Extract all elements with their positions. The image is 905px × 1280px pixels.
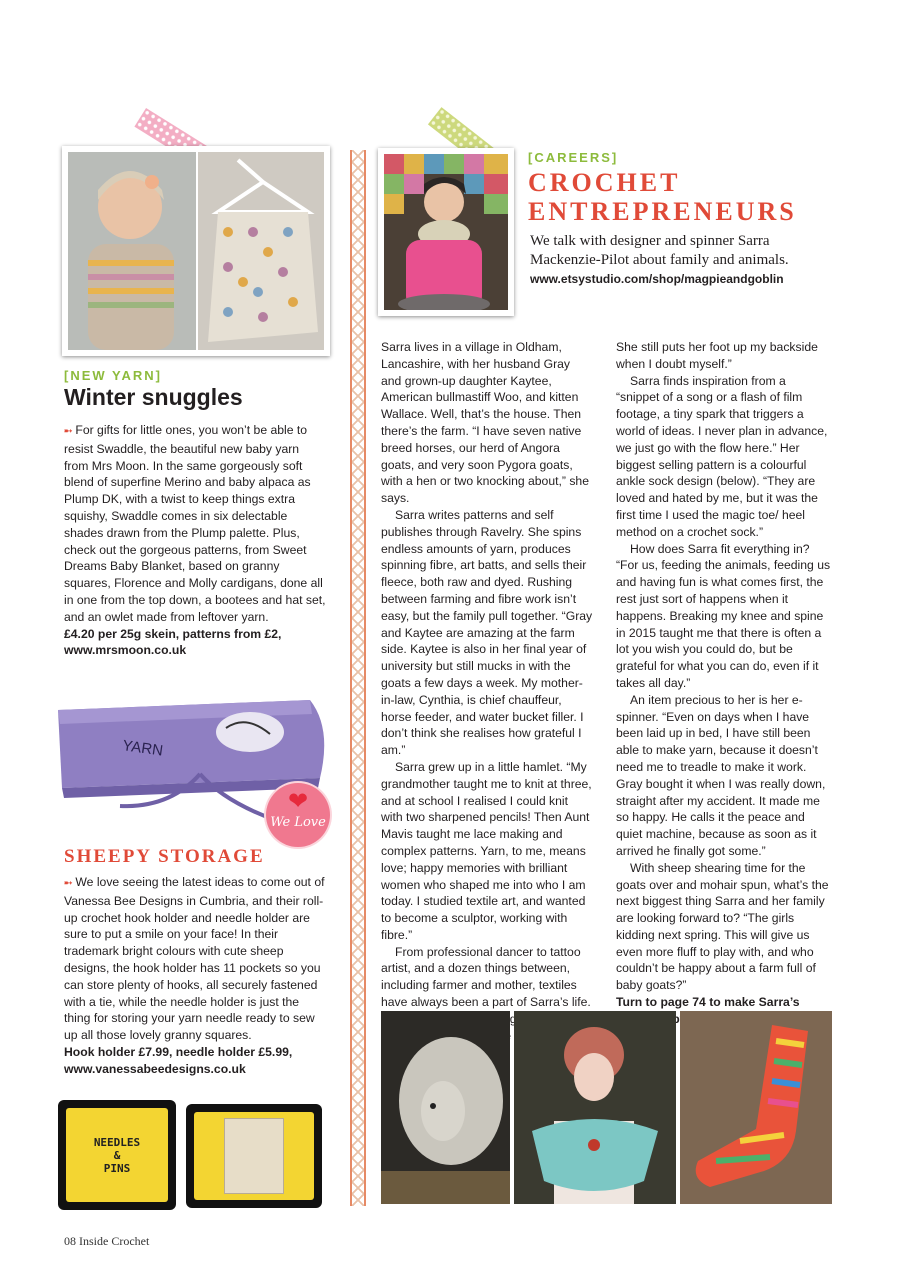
careers-url[interactable]: www.etsystudio.com/shop/magpieandgoblin	[530, 272, 784, 286]
article-paragraph: Sarra lives in a village in Oldham, Lancashire, with her husband Gray and grown-up daughter Kaytee, American bullmastiff Woo, and kitten Wallace. Well, that’s the house. Then there’s the farm. “I have seven native breed horses, our herd of Angora goats, and very soon Pygora goats, with a hen or two knocking about,” she says.	[381, 340, 589, 506]
new-yarn-kicker: [NEW YARN]	[64, 368, 163, 383]
we-love-badge	[266, 783, 330, 847]
shawl-model-illustration	[514, 1011, 676, 1204]
needle-case-closed	[58, 1100, 176, 1210]
article-column-1	[381, 339, 593, 1044]
sheepy-url[interactable]: www.vanessabeedesigns.co.uk	[64, 1061, 246, 1076]
portrait-illustration	[384, 154, 508, 310]
careers-standfirst: We talk with designer and spinner Sarra Mackenzie-Pilot about family and animals.	[530, 233, 789, 268]
article-paragraph: Sarra grew up in a little hamlet. “My grandmother taught me to knit at three, and at school I realised I could knit with two sharpened pencils! Then Aunt Mavis taught me lace making and complex patterns. Yarn, to me, means love; happy memories with brilliant women who shaped me into who I am today. I studied textile art, and wanted to become a sculptor, working with fibre.”	[381, 759, 592, 942]
sock-illustration	[680, 1011, 832, 1204]
arrow-bullet-icon: ➸	[64, 878, 73, 889]
article-paragraph: She still puts her foot up my backside when I doubt myself.”	[616, 340, 818, 371]
article-column-2	[616, 339, 832, 1028]
careers-kicker: [CAREERS]	[528, 150, 619, 165]
careers-title-line1: CROCHET	[528, 168, 681, 197]
needle-case-label-pins: PINS	[103, 1162, 131, 1175]
sheepy-body: We love seeing the latest ideas to come out of Vanessa Bee Designs in Cumbria, and their roll-up crochet hook holder and needle holder are sure to put a smile on your face! In their trademark bright colours with cute sheep designs, the hook holder has 11 pockets so you can store plenty of hooks, all securely fastened with a tie, while the needle holder is just the thing for storing your yarn needle ready to sew up all those lovely granny squares.	[64, 875, 325, 1043]
article-paragraph: Sarra finds inspiration from a “snippet of a song or a flash of film footage, a tiny spark that triggers a world of ideas. I never plan in advance, we just go with the flow here.” Her biggest selling pattern is a colourful ankle sock design (below). “They are loved and hated by me, but it was the first time I used the magic toe/ heel method on a crochet sock.”	[616, 373, 828, 539]
article-paragraph: With sheep shearing time for the goats over and mohair spun, what’s the next biggest thing Sarra and her family are looking forward to? “The girls kidding next spring. This will give us even more fluff to play with, and who couldn’t be happy about a farm full of baby goats?”	[616, 860, 829, 993]
needle-case-label: NEEDLES	[93, 1136, 141, 1149]
publication-name: Inside Crochet	[79, 1234, 150, 1248]
page-footer	[64, 1234, 149, 1249]
careers-title-line2: ENTREPRENEURS	[528, 197, 797, 226]
heart-icon: ❤	[287, 788, 309, 815]
arrow-bullet-icon: ➸	[64, 426, 73, 437]
article-paragraph: How does Sarra fit everything in? “For us, feeding the animals, feeding us and having fun is what comes first, the rest just sort of happens when it happens. Breaking my knee and spine in 2015 taught me that there is often a lot you wish you could do, but be grateful for what you can do, even if it takes all day.”	[616, 541, 831, 690]
new-yarn-title: Winter snuggles	[64, 384, 243, 410]
roll-label: YARN	[121, 737, 164, 760]
baby-and-blanket-illustration	[68, 152, 324, 350]
new-yarn-url[interactable]: www.mrsmoon.co.uk	[64, 643, 187, 658]
goat-illustration	[381, 1011, 510, 1204]
article-paragraph: An item precious to her is her e-spinner. “Even on days when I have been laid up in bed, I have still been able to make yarn, because it doesn’t need me to treadle to make it work. Gray bought it when I was really down, straight after my accident. It made me so happy. He calls it the peace and quiet machine, because as soon as it arrived he finally got some.”	[616, 692, 826, 858]
new-yarn-body: For gifts for little ones, you won’t be able to resist Swaddle, the beautiful new baby yarn from Mrs Moon. In the same gorgeously soft blend of superfine Merino and baby alpaca as Plump DK, with a twist to keep things extra squishy, Swaddle comes in six delectable shades drawn from the Plump palette. Plus, check out the gorgeous patterns, from Sweet Dreams Baby Blanket, based on granny squares, Florence and Molly cardigans, done all in one from the top down, a bootees and hat set, and an owlet made from leftover yarn.	[64, 423, 326, 624]
product-photo-swaddle	[62, 146, 330, 356]
needle-case-label-amp: &	[113, 1149, 121, 1162]
decorative-divider	[350, 150, 366, 1206]
new-yarn-price: £4.20 per 25g skein, patterns from £2,	[64, 626, 282, 641]
portrait-photo-sarra	[378, 148, 514, 316]
sheepy-title: SHEEPY STORAGE	[64, 846, 265, 867]
sheepy-body-block	[64, 874, 326, 1078]
page-number: 08	[64, 1234, 76, 1248]
goat-photo	[381, 1011, 510, 1204]
sock-photo	[680, 1011, 832, 1204]
shawl-model-photo	[514, 1011, 676, 1204]
article-paragraph: Sarra writes patterns and self publishes through Ravelry. She spins endless amounts of yarn, produces spinning fibre, art batts, and sells their fleece, both raw and dyed. Rushing between farming and fibre work isn’t easy, but the family pull together. “Gray and Kaytee are amazing at the farm side. Kaytee is also in her final year of university but still mucks in with the goats a few days a week. My mother-in-law, Cynthia, is chief chauffeur, horse feeder, and water bucket filler. I don’t think she realises how grateful I am.”	[381, 507, 593, 758]
article-paragraph: From professional dancer to tattoo artist, and a dozen things between, including farmer and mother, textiles have always been a part of Sarra’s life.	[381, 944, 591, 1010]
we-love-text: We Love	[270, 815, 326, 830]
article-cta[interactable]: Turn to page 74 to make Sarra’s	[616, 995, 800, 1010]
new-yarn-body-block	[64, 422, 326, 659]
needle-case-open	[186, 1104, 322, 1208]
sheepy-price: Hook holder £7.99, needle holder £5.99,	[64, 1044, 293, 1059]
